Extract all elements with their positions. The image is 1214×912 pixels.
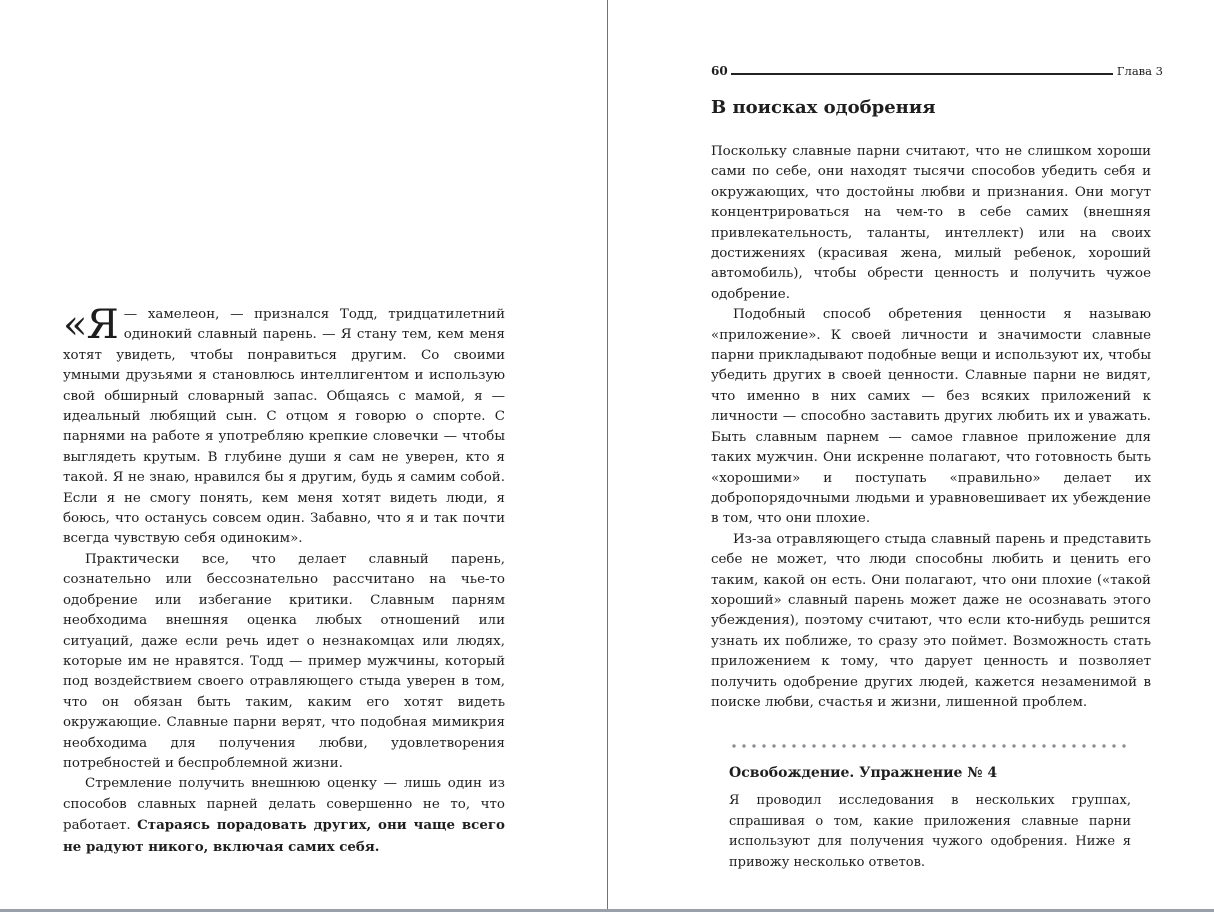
body-paragraph xyxy=(63,774,505,858)
quote-paragraph xyxy=(63,302,505,550)
ornament-divider xyxy=(729,741,1127,751)
left-page xyxy=(0,0,607,909)
right-page xyxy=(608,0,1214,909)
chapter-label: Глава 3 xyxy=(1116,64,1163,78)
right-page-body xyxy=(711,96,1151,873)
exercise-block xyxy=(729,763,1131,873)
drop-cap: «Я xyxy=(63,302,118,348)
quote-text: — хамелеон, — признался Тодд, тридцатилетний одинокий славный парень. — Я стану тем, кем меня хотят увидеть, чтобы понравиться другим. Со своими умными друзьями я становлюсь интеллигентом и использую свой обширный словарный запас. Общаясь с мамой, я — идеальный любящий сын. С отцом я говорю о спорте. С парнями на работе я употребляю крепкие словечки — чтобы выглядеть крутым. В глубине души я сам не уверен, кто я такой. Я не знаю, нравился бы я другим, будь я самим собой. Если я не смогу понять, кем меня хотят видеть люди, я боюсь, что останусь совсем один. Забавно, что я и так почти всегда чувствую себя одиноким». xyxy=(63,307,505,547)
page-number: 60 xyxy=(711,64,728,78)
left-page-body xyxy=(63,302,505,858)
body-paragraph: Поскольку славные парни считают, что не слишком хороши сами по себе, они находят тысячи способов убедить себя и окружающих, что достойны любви и признания. Они могут концентрироваться на чем-то в себе самих (внешняя привлекательность, таланты, интеллект) или на своих достижениях (красивая жена, милый ребенок, хороший автомобиль), чтобы обрести ценность и получить чужое одобрение. xyxy=(711,144,1151,302)
emphasis-text: Стараясь порадовать других, они чаще всего не радуют никого, включая самих себя. xyxy=(63,817,505,855)
header-rule xyxy=(731,73,1113,75)
paragraph-text: Стремление получить внешнюю оценку — лишь один из способов славных парней делать совершенно не то, что работает. xyxy=(63,776,505,834)
section-title: В поисках одобрения xyxy=(711,97,936,118)
body-paragraph: Подобный способ обретения ценности я называю «приложение». К своей личности и значимости славные парни прикладывают подобные вещи и используют их, чтобы убедить других в своей ценности. Славные парни не видят, что именно в них самих — без всяких приложений к личности — способно заставить других любить их и уважать. Быть славным парнем — самое главное приложение для таких мужчин. Они искренне полагают, что готовность быть «хорошими» и поступать «правильно» делает их добропорядочными людьми и уравновешивает их убеждение в том, что они плохие. xyxy=(711,307,1151,527)
exercise-title: Освобождение. Упражнение № 4 xyxy=(729,765,998,782)
exercise-text: Я проводил исследования в нескольких группах, спрашивая о том, какие приложения славные парни используют для получения чужого одобрения. Ниже я привожу несколько ответов. xyxy=(729,793,1131,870)
body-paragraph: Практически все, что делает славный парень, сознательно или бессознательно рассчитано на чье-то одобрение или избегание критики. Славным парням необходима внешняя оценка любых отношений или ситуаций, даже если речь идет о незнакомцах или людях, которые им не нравятся. Тодд — пример мужчины, который под воздействием своего отравляющего стыда уверен в том, что он обязан быть таким, каким его хотят видеть окружающие. Славные парни верят, что подобная мимикрия необходима для получения любви, удовлетворения потребностей и беспроблемной жизни. xyxy=(63,551,505,771)
running-head xyxy=(711,62,1163,78)
body-paragraph: Из-за отравляющего стыда славный парень и представить себе не может, что люди способны любить и ценить его таким, какой он есть. Они полагают, что они плохие («такой хороший» славный парень может даже не осознавать этого убеждения), поэтому считают, что если кто-нибудь решится узнать их поближе, то сразу это поймет. Возможность стать приложением к тому, что дарует ценность и позволяет получить одобрение других людей, кажется незаменимой в поиске любви, счастья и жизни, лишенной проблем. xyxy=(711,531,1151,710)
